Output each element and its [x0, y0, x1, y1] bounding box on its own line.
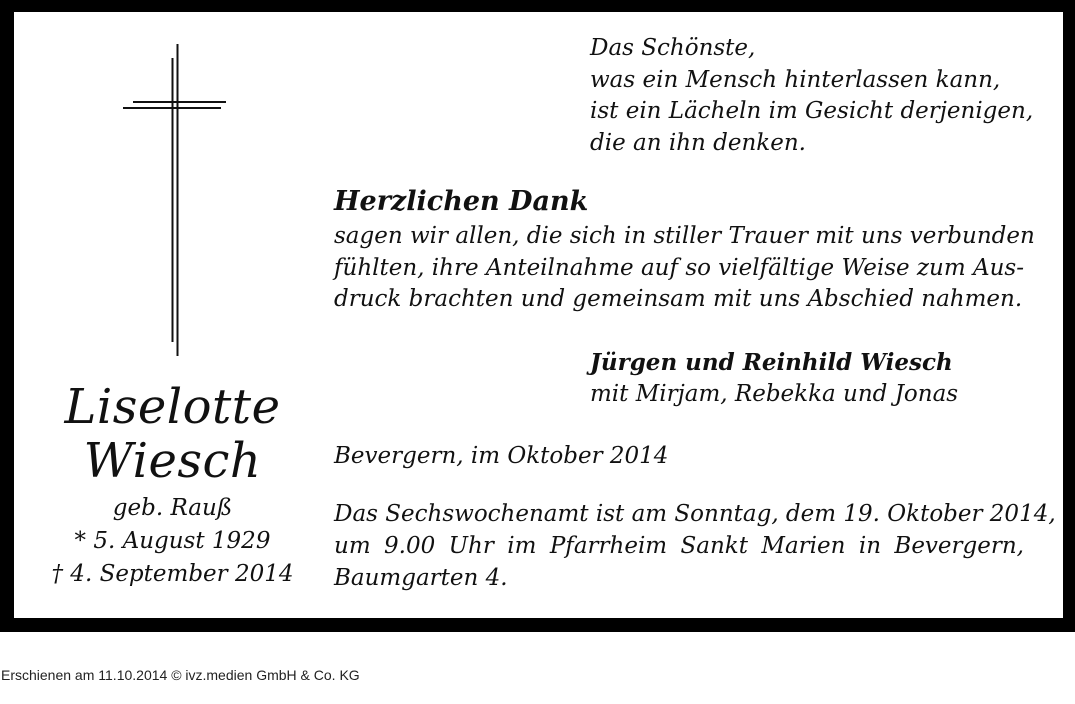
deceased-last-name: Wiesch [83, 433, 262, 489]
thanks-text [334, 221, 1035, 316]
service-line: Baumgarten 4. [334, 565, 508, 591]
signers-names: Jürgen und Reinhild Wiesch [590, 349, 953, 376]
quote-line: die an ihn denken. [590, 129, 806, 156]
quote-line: was ein Mensch hinterlassen kann, [590, 66, 1001, 93]
publication-footer: Erschienen am 11.10.2014 © ivz.medien GmbH & Co. KG [1, 667, 360, 683]
deceased-block [40, 380, 305, 591]
quote-line: ist ein Lächeln im Gesicht derjenigen, [590, 98, 1034, 124]
thanks-heading: Herzlichen Dank [334, 186, 589, 217]
deceased-first-name: Liselotte [64, 379, 281, 435]
signers-family: mit Mirjam, Rebekka und Jonas [590, 380, 959, 407]
quote-line: Das Schönste, [590, 35, 756, 61]
cross-icon [120, 44, 230, 356]
service-info [334, 498, 1056, 594]
maiden-name: geb. Rauß [112, 495, 233, 521]
death-date: † 4. September 2014 [51, 561, 294, 587]
thanks-line: sagen wir allen, die sich in stiller Trauer mit uns verbunden [334, 223, 1035, 249]
thanks-line: druck brachten und gemeinsam mit uns Abschied nahmen. [334, 286, 1023, 312]
signers-block [590, 347, 958, 410]
memorial-quote [590, 33, 1050, 159]
service-line: Das Sechswochenamt ist am Sonntag, dem 19. Oktober 2014, [334, 501, 1056, 527]
service-line: um 9.00 Uhr im Pfarrheim Sankt Marien in Bevergern, [334, 533, 1024, 559]
place-date: Bevergern, im Oktober 2014 [334, 443, 669, 469]
birth-date: * 5. August 1929 [74, 528, 271, 554]
thanks-line: fühlten, ihre Anteilnahme auf so vielfältige Weise zum Aus- [334, 254, 1024, 281]
